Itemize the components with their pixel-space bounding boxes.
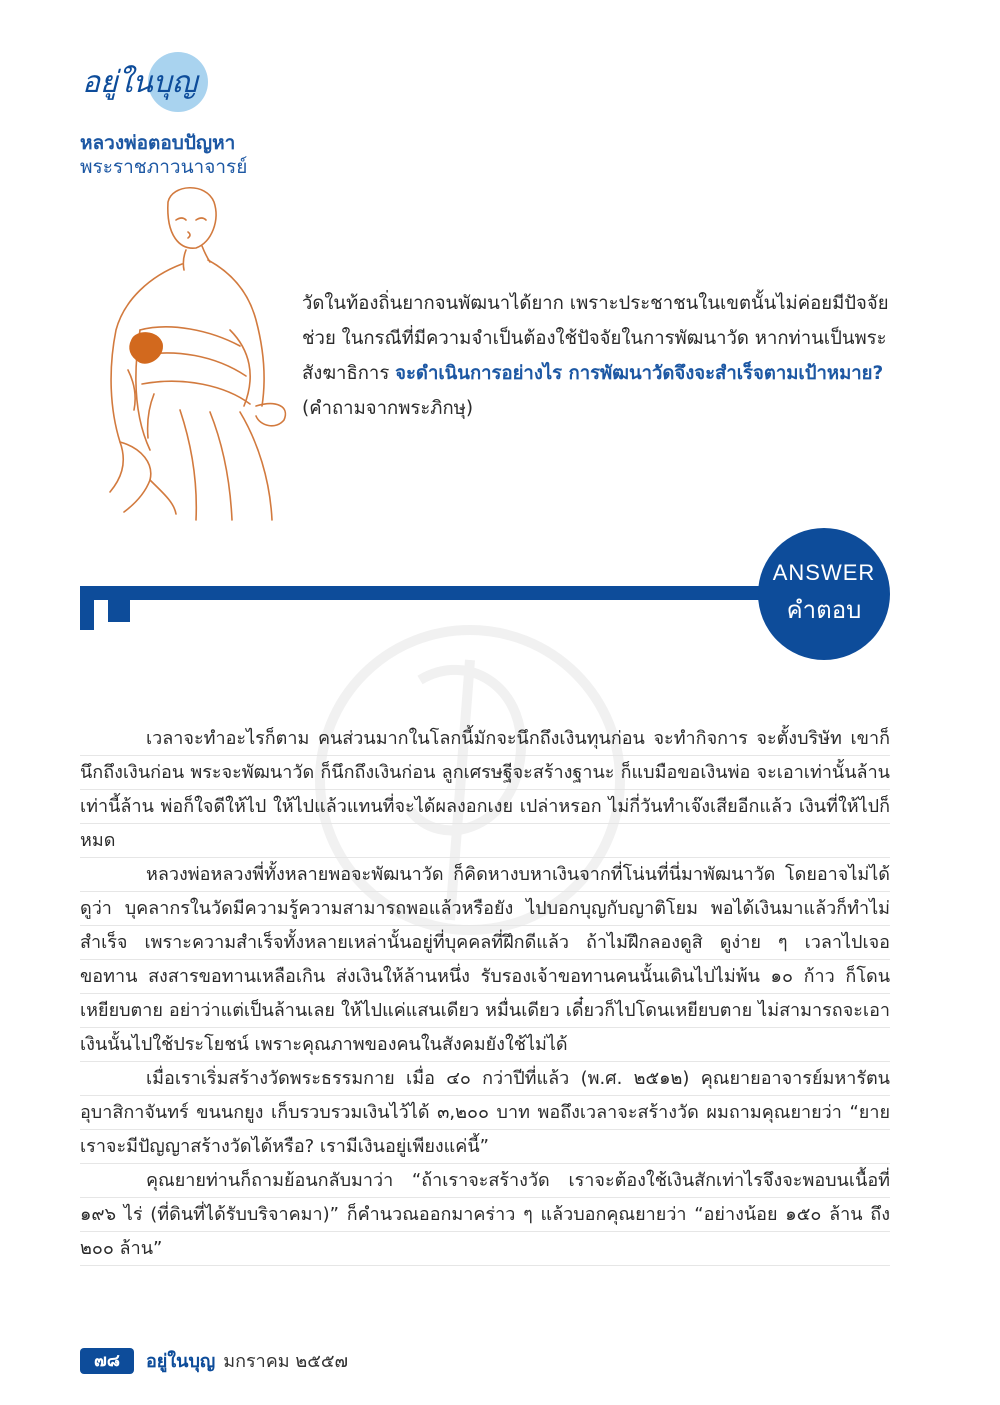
answer-body	[80, 722, 890, 1266]
body-paragraph: คุณยายท่านก็ถามย้อนกลับมาว่า “ถ้าเราจะสร้างวัด เราจะต้องใช้เงินสักเท่าไรจึงจะพอบนเนื้อที่ ๑๙๖ ไร่ (ที่ดินที่ได้รับบริจาคมา)” ก็คำนวณออกมาคร่าว ๆ แล้วบอกคุณยายว่า “อย่างน้อย ๑๕๐ ล้าน ถึง ๒๐๐ ล้าน”	[80, 1170, 890, 1259]
answer-label-en: ANSWER	[772, 559, 876, 585]
magazine-name: อยู่ในบุญ	[146, 1351, 216, 1372]
page-number: ๗๘	[80, 1348, 134, 1374]
page-footer	[80, 1346, 348, 1375]
question-text	[302, 286, 894, 426]
answer-divider-bar	[80, 586, 800, 600]
logo-text: อยู่ในบุญ	[82, 65, 198, 100]
issue-date: มกราคม ๒๕๕๗	[223, 1351, 349, 1372]
answer-badge	[758, 528, 890, 660]
magazine-logo	[80, 48, 220, 116]
body-paragraph: เมื่อเราเริ่มสร้างวัดพระธรรมกาย เมื่อ ๔๐ กว่าปีที่แล้ว (พ.ศ. ๒๕๑๒) คุณยายอาจารย์มหารัตนอุบาสิกาจันทร์ ขนนกยูง เก็บรวบรวมเงินไว้ได้ ๓,๒๐๐ บาท พอถึงเวลาจะสร้างวัด ผมถามคุณยายว่า “ยาย เราจะมีปัญญาสร้างวัดได้หรือ? เรามีเงินอยู่เพียงแค่นี้”	[80, 1068, 890, 1157]
monk-illustration	[80, 180, 300, 525]
divider-mark	[80, 600, 94, 630]
body-paragraph: หลวงพ่อหลวงพี่ทั้งหลายพอจะพัฒนาวัด ก็คิดหางบหาเงินจากที่โน่นที่นี่มาพัฒนาวัด โดยอาจไม่ได้ดูว่า บุคลากรในวัดมีความรู้ความสามารถพอแล้วหรือยัง ไปบอกบุญกับญาติโยม พอได้เงินมาแล้วก็ทำไม่สำเร็จ เพราะความสำเร็จทั้งหลายเหล่านั้นอยู่ที่บุคคลที่ฝึกดีแล้ว ถ้าไม่ฝึกลองดูสิ ดูง่าย ๆ เวลาไปเจอขอทาน สงสารขอทานเหลือเกิน ส่งเงินให้ล้านหนึ่ง รับรองเจ้าขอทานคนนั้นเดินไปไม่พ้น ๑๐ ก้าว ก็โดนเหยียบตาย อย่าว่าแต่เป็นล้านเลย ให้ไปแค่แสนเดียว หมื่นเดียว เดี๋ยวก็ไปโดนเหยียบตาย ไม่สามารถจะเอาเงินนั้นไปใช้ประโยชน์ เพราะคุณภาพของคนในสังคมยังใช้ไม่ได้	[80, 864, 890, 1055]
author-name: พระราชภาวนาจารย์	[80, 156, 248, 178]
question-lead: วัดในท้องถิ่นยากจนพัฒนาได้ยาก เพราะประชาชนในเขตนั้นไม่ค่อยมีปัจจัยช่วย ในกรณีที่มีความจำเป็นต้องใช้ปัจจัยในการพัฒนาวัด หากท่านเป็นพระสังฆาธิการ	[302, 293, 889, 384]
question-emphasis: จะดำเนินการอย่างไร การพัฒนาวัดจึงจะสำเร็จตามเป้าหมาย?	[395, 363, 884, 384]
question-source: (คำถามจากพระภิกษุ)	[302, 398, 474, 419]
answer-label-th: คำตอบ	[786, 595, 862, 624]
column-title: หลวงพ่อตอบปัญหา	[80, 132, 236, 154]
body-paragraph: เวลาจะทำอะไรก็ตาม คนส่วนมากในโลกนี้มักจะนึกถึงเงินทุนก่อน จะทำกิจการ จะตั้งบริษัท เขาก็นึกถึงเงินก่อน พระจะพัฒนาวัด ก็นึกถึงเงินก่อน ลูกเศรษฐีจะสร้างฐานะ ก็แบมือขอเงินพ่อ จะเอาเท่านั้นล้านเท่านี้ล้าน พ่อก็ใจดีให้ไป ให้ไปแล้วแทนที่จะได้ผลงอกเงย เปล่าหรอก ไม่กี่วันทำเจ๊งเสียอีกแล้ว เงินที่ให้ไปก็หมด	[80, 728, 890, 851]
divider-mark	[108, 600, 130, 622]
